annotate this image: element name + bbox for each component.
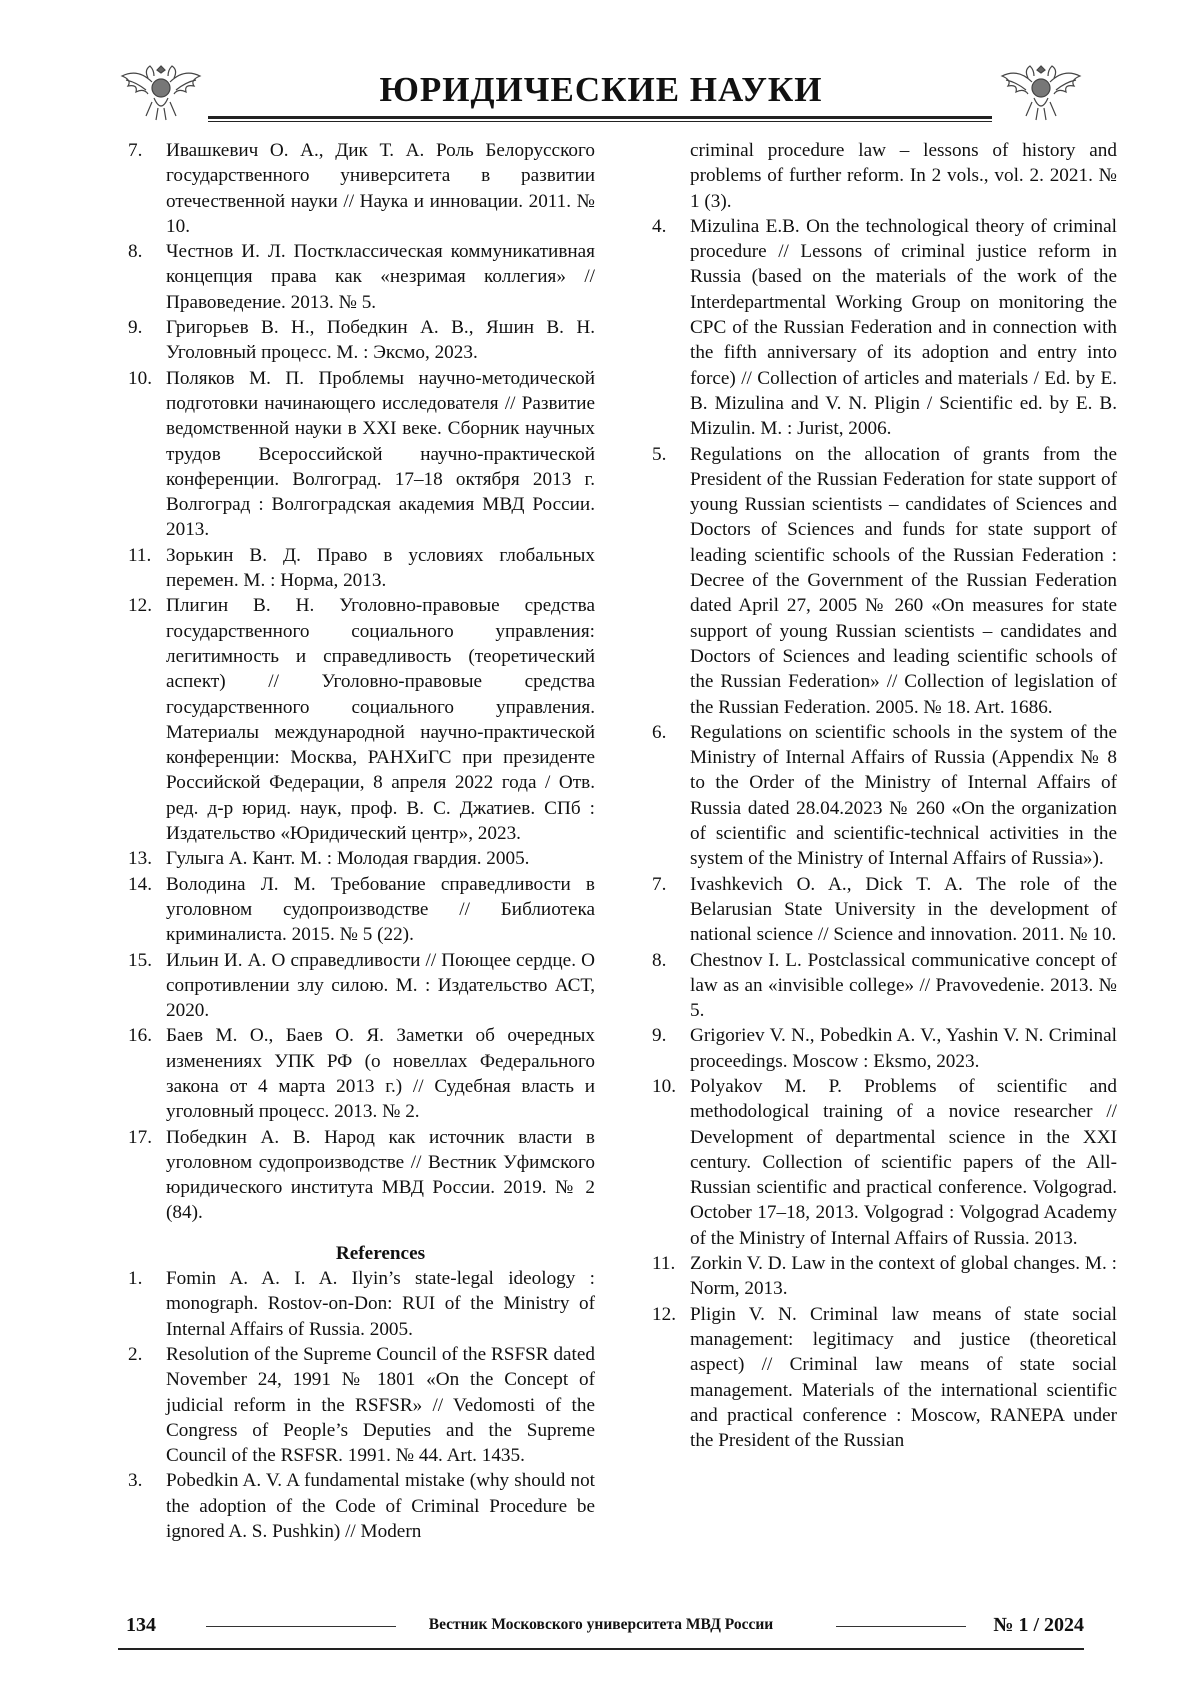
item-number: 10. — [128, 367, 152, 389]
bibliography-item — [128, 1125, 595, 1226]
item-text: Баев М. О., Баев О. Я. Заметки об очередных изменениях УПК РФ (о новеллах Федерального закона от 4 марта 2013 г.) // Судебная власть и уголовный процесс. 2013. № 2. — [166, 1025, 595, 1123]
item-text: Zorkin V. D. Law in the context of global changes. M. : Norm, 2013. — [690, 1253, 1117, 1300]
item-text: Chestnov I. L. Postclassical communicative concept of law as an «invisible college» // Pravovedenie. 2013. № 5. — [690, 949, 1117, 1022]
item-number: 7. — [128, 140, 143, 161]
item-number: 9. — [652, 1025, 667, 1047]
footer-divider — [118, 1648, 1084, 1650]
footer-right-line — [836, 1626, 966, 1627]
item-text: Ivashkevich O. A., Dick T. A. The role of the Belarusian State University in the development of national science // Science and innovation. 2011. № 10. — [690, 873, 1117, 946]
issue-number: № 1 / 2024 — [993, 1614, 1084, 1636]
reference-item — [652, 214, 1117, 442]
reference-item — [652, 1074, 1117, 1251]
item-number: 12. — [652, 1303, 676, 1325]
item-text: Mizulina E.B. On the technological theory of criminal procedure // Lessons of criminal justice reform in Russia (based on the materials of the work of the Interdepartmental Working Group on monitoring the CPC of the Russian Federation and in connection with the fifth anniversary of its adoption and entry into force) // Collection of articles and materials / Ed. by E. B. Mizulina and V. N. Pligin / Scientific ed. by E. B. Mizulin. M. : Jurist, 2006. — [690, 215, 1117, 440]
bibliography-item — [128, 872, 595, 948]
bibliography-item — [128, 239, 595, 315]
item-number: 13. — [128, 848, 152, 870]
reference-item — [128, 1342, 595, 1468]
item-text: Григорьев В. Н., Победкин А. В., Яшин В. Н. Уголовный процесс. М. : Эксмо, 2023. — [166, 317, 595, 364]
item-text: Pligin V. N. Criminal law means of state social management: legitimacy and justice (theoretical aspect) // Criminal law means of state social management. Materials of the international scientific and practical conference : Moscow, RANEPA under the President of the Russian — [690, 1303, 1117, 1452]
item-number: 11. — [652, 1253, 676, 1275]
item-number: 14. — [128, 873, 152, 895]
item-text: Ивашкевич О. А., Дик Т. А. Роль Белорусского государственного университета в развитии отечественной науки // Наука и инновации. 2011. № 10. — [166, 140, 595, 237]
item-text: Regulations on scientific schools in the system of the Ministry of Internal Affairs of Russia (Appendix № 8 to the Order of the Ministry of Internal Affairs of Russia dated 28.04.2023 № 260 «On the organization of scientific and scientific-technical activities in the system of the Ministry of Internal Affairs of Russia»). — [690, 721, 1117, 870]
right-column — [652, 138, 1117, 1453]
item-text: Гулыга А. Кант. М. : Молодая гвардия. 2005. — [166, 848, 530, 870]
item-number: 8. — [128, 241, 143, 263]
item-number: 11. — [128, 544, 152, 566]
item-number: 3. — [128, 1470, 143, 1492]
item-text: Pobedkin A. V. A fundamental mistake (why should not the adoption of the Code of Criminal Procedure be ignored A. S. Pushkin) // Modern — [166, 1470, 595, 1543]
item-text: Победкин А. В. Народ как источник власти в уголовном судопроизводстве // Вестник Уфимского юридического института МВД России. 2019. № 2 (84). — [166, 1126, 595, 1224]
page-footer — [118, 1614, 1084, 1654]
journal-name: Вестник Московского университета МВД России — [428, 1616, 774, 1633]
item-text: Grigoriev V. N., Pobedkin A. V., Yashin V. N. Criminal proceedings. Moscow : Eksmo, 2023. — [690, 1025, 1117, 1072]
reference-item — [652, 1251, 1117, 1302]
page-number: 134 — [126, 1614, 156, 1636]
item-number: 17. — [128, 1126, 152, 1148]
item-number: 16. — [128, 1025, 152, 1047]
reference-item — [652, 1023, 1117, 1074]
item-text: Fomin A. A. I. A. Ilyin’s state-legal ideology : monograph. Rostov-on-Don: RUI of the Ministry of Internal Affairs of Russia. 2005. — [166, 1268, 595, 1340]
bibliography-item — [128, 593, 595, 846]
item-number: 8. — [652, 949, 667, 971]
item-number: 9. — [128, 317, 143, 339]
double-headed-eagle-emblem-icon — [998, 58, 1084, 124]
bibliography-item — [128, 1023, 595, 1124]
reference-item — [128, 1468, 595, 1544]
item-text: Плигин В. Н. Уголовно-правовые средства государственного социального управления: легитимность и справедливость (теоретический аспект) // Уголовно-правовые средства государственного социального управления. Материалы международной научно-практической конференции: Москва, РАНХиГС при президенте Российской Федерации, 8 апреля 2022 года / Отв. ред. д-р юрид. наук, проф. В. С. Джатиев. СПб : Издательство «Юридический центр», 2023. — [166, 595, 595, 845]
item-text: Честнов И. Л. Постклассическая коммуникативная концепция права как «незримая коллегия» // Правоведение. 2013. № 5. — [166, 241, 595, 313]
item-text: Resolution of the Supreme Council of the RSFSR dated November 24, 1991 № 1801 «On the Concept of judicial reform in the RSFSR» // Vedomosti of the Congress of People’s Deputies and the Supreme Council of the RSFSR. 1991. № 44. Art. 1435. — [166, 1343, 595, 1467]
item-number: 7. — [652, 873, 667, 895]
item-number: 12. — [128, 595, 152, 617]
reference-continuation: criminal procedure law – lessons of history and problems of further reform. In 2 vols., vol. 2. 2021. № 1 (3). — [690, 140, 1117, 212]
item-number: 15. — [128, 949, 152, 971]
bibliography-item — [128, 138, 595, 239]
item-text: Polyakov M. P. Problems of scientific and methodological training of a novice researcher // Development of departmental science in the XXI century. Collection of scientific papers of the All-Russian scientific and practical conference. Volgograd. October 17–18, 2013. Volgograd : Volgograd Academy of the Ministry of Internal Affairs of Russia. 2013. — [690, 1075, 1117, 1249]
reference-item — [652, 948, 1117, 1024]
item-number: 6. — [652, 721, 667, 743]
item-text: Regulations on the allocation of grants from the President of the Russian Federation for state support of young Russian scientists – candidates of Sciences and Doctors of Sciences and funds for state support of leading scientific schools of the Russian Federation : Decree of the Government of the Russian Federation dated April 27, 2005 № 260 «On measures for state support of young Russian scientists – candidates and Doctors of Sciences and leading scientific schools of the Russian Federation» // Collection of legislation of the Russian Federation. 2005. № 18. Art. 1686. — [690, 443, 1117, 718]
item-number: 2. — [128, 1343, 143, 1365]
item-number: 5. — [652, 443, 667, 465]
page-header — [118, 58, 1084, 128]
reference-item — [128, 1266, 595, 1342]
bibliography-item — [128, 366, 595, 543]
item-text: Володина Л. М. Требование справедливости в уголовном судопроизводстве // Библиотека криминалиста. 2015. № 5 (22). — [166, 873, 595, 946]
item-text: Зорькин В. Д. Право в условиях глобальных перемен. М. : Норма, 2013. — [166, 544, 595, 592]
english-references-list-continued — [652, 214, 1117, 1454]
left-column — [128, 138, 595, 1544]
reference-item — [652, 1302, 1117, 1454]
item-number: 1. — [128, 1268, 143, 1290]
bibliography-item — [128, 948, 595, 1024]
bibliography-item — [128, 315, 595, 366]
references-heading: References — [335, 1242, 426, 1264]
header-divider — [208, 116, 992, 122]
item-text: Поляков М. П. Проблемы научно-методической подготовки начинающего исследователя // Развитие ведомственной науки в XXI веке. Сборник научных трудов Всероссийской научно-практической конференции. Волгоград. 17–18 октября 2013 г. Волгоград : Волгоградская академия МВД России. 2013. — [166, 367, 595, 541]
russian-bibliography-list — [128, 138, 595, 1226]
bibliography-item — [128, 846, 595, 871]
double-headed-eagle-emblem-icon — [118, 58, 204, 124]
item-number: 10. — [652, 1075, 676, 1097]
reference-item — [652, 720, 1117, 872]
reference-item — [652, 442, 1117, 720]
bibliography-item — [128, 543, 595, 594]
item-number: 4. — [652, 215, 667, 237]
english-references-list — [128, 1266, 595, 1544]
reference-item — [652, 872, 1117, 948]
item-text: Ильин И. А. О справедливости // Поющее сердце. О сопротивлении злу силою. М. : Издательство АСТ, 2020. — [166, 949, 595, 1022]
section-title: ЮРИДИЧЕСКИЕ НАУКИ — [379, 70, 823, 109]
